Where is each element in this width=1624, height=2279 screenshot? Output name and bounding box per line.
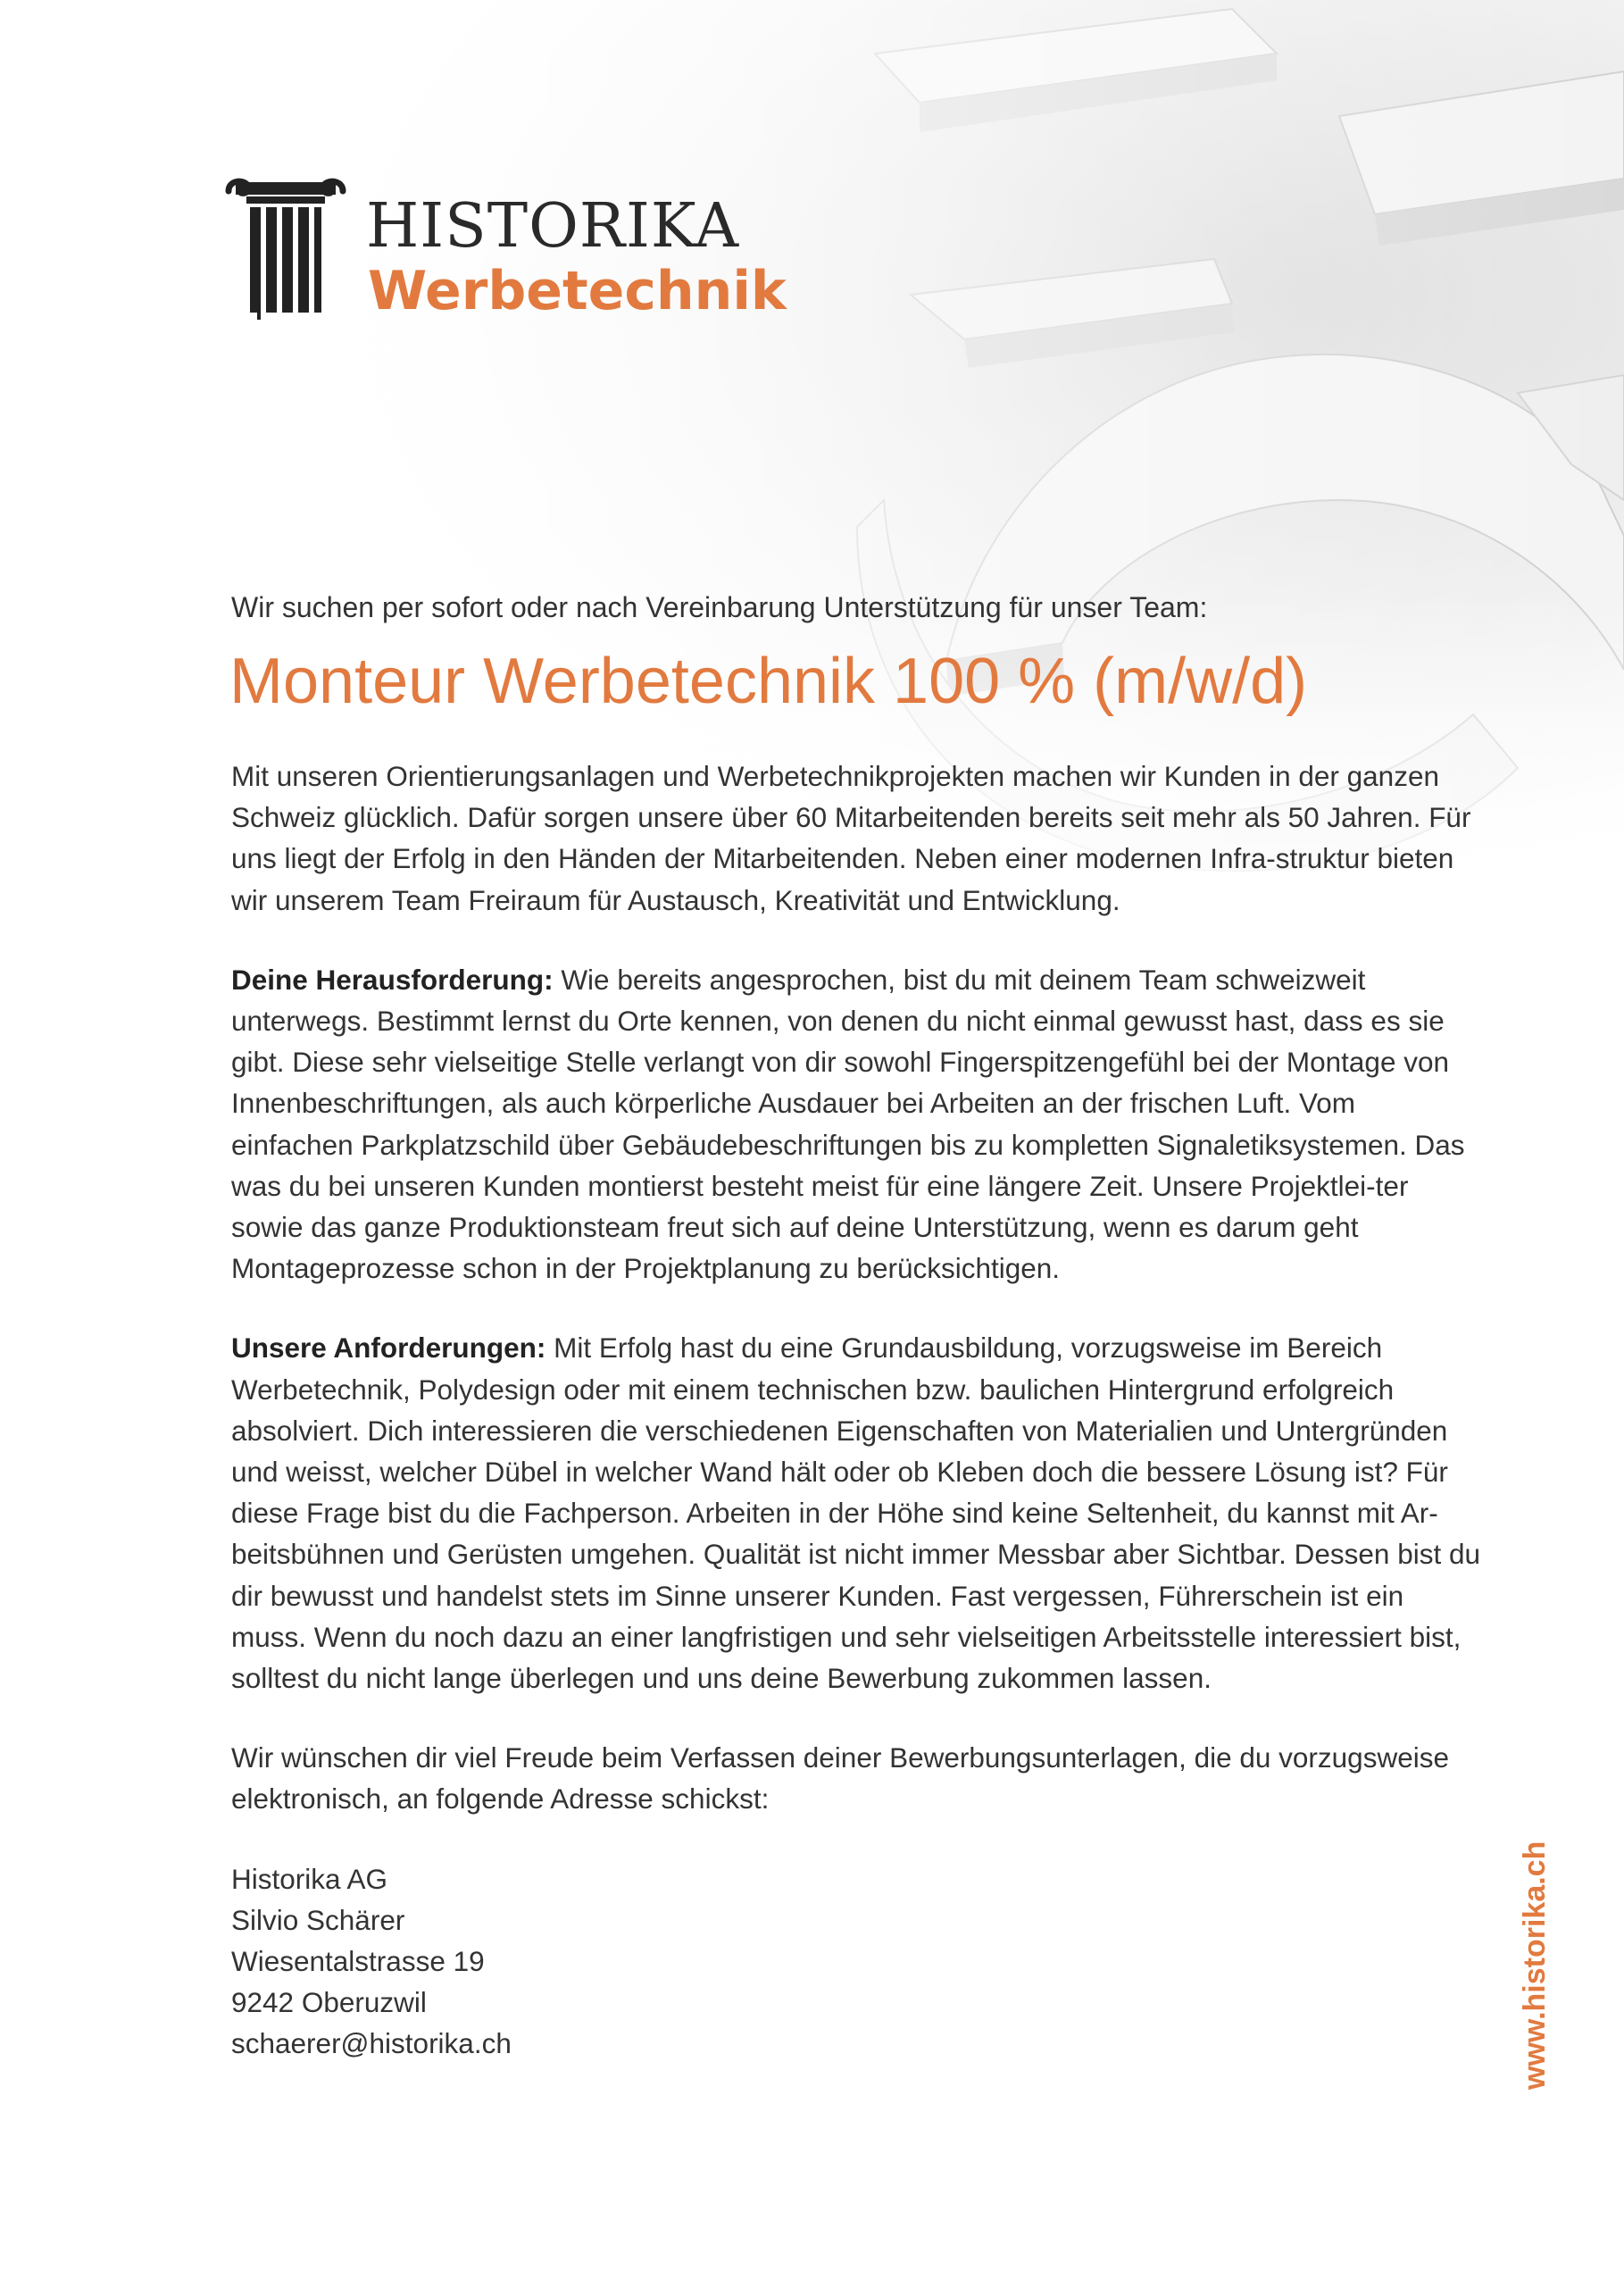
requirements-paragraph [231, 1327, 1481, 1699]
logo-brand-name: HISTORIKA [366, 191, 740, 262]
challenge-text: Wie bereits angesprochen, bist du mit deinem Team schweizweit unterwegs. Bestimmt lernst du Orte kennen, von denen du nicht einmal gewusst hast, dass es sie gibt. Diese sehr vielseitige Stelle verlangt von dir sowohl Fingerspitzengefühl bei der Montage von Innenbeschriftungen, als auch körperliche Ausdauer bei Arbeiten an der frischen Luft. Vom einfachen Parkplatzschild über Gebäudebeschriftungen bis zu kompletten Signaletiksystemen. Das was du bei unseren Kunden montierst besteht meist für eine längere Zeit. Unsere Projektlei-ter sowie das ganze Produktionsteam freut sich auf deine Unterstützung, wenn es darum geht Montageprozesse schon in der Projektplanung zu berücksichtigen. [231, 963, 1465, 1285]
job-title: Monteur Werbetechnik 100 % (m/w/d) [229, 646, 1308, 717]
address-company: Historika AG [231, 1862, 388, 1895]
requirements-heading: Unsere Anforderungen: [231, 1332, 546, 1365]
address-street: Wiesentalstrasse 19 [231, 1944, 485, 1977]
logo-brand-subtitle: Werbetechnik [368, 260, 787, 322]
address-email[interactable]: schaerer@historika.ch [231, 2026, 512, 2059]
company-paragraph: Mit unseren Orientierungsanlagen und Werbetechnikprojekten machen wir Kunden in der ganzen Schweiz glücklich. Dafür sorgen unsere über 60 Mitarbeitenden bereits seit mehr als 50 Jahren. Für uns liegt der Erfolg in den Händen der Mitarbeitenden. Neben einer modernen Infra-struktur bieten wir unserem Team Freiraum für Austausch, Kreativität und Entwicklung. [231, 760, 1471, 916]
address-person: Silvio Schärer [231, 1903, 405, 1936]
website-url[interactable]: www.historika.ch [1518, 1841, 1552, 2090]
closing-paragraph: Wir wünschen dir viel Freude beim Verfassen deiner Bewerbungsunterlagen, die du vorzugsweise elektronisch, an folgende Adresse schickst: [231, 1741, 1449, 1816]
requirements-text: Mit Erfolg hast du eine Grundausbildung, vorzugsweise im Bereich Werbetechnik, Polydesign oder mit einem technischen bzw. baulichen Hintergrund erfolgreich absolviert. Dich interessieren die verschiedenen Eigenschaften von Materialien und Untergründen und weisst, welcher Dübel in welcher Wand hält oder ob Kleben doch die bessere Lösung ist? Für diese Frage bist du die Fachperson. Arbeiten in der Höhe sind keine Seltenheit, du kannst mit Ar-beitsbühnen und Gerüsten umgehen. Qualität ist nicht immer Messbar aber Sichtbar. Dessen bist du dir bewusst und handelst stets im Sinne unserer Kunden. Fast vergessen, Führerschein ist ein muss. Wenn du noch dazu an einer langfristigen und sehr vielseitigen Arbeitsstelle interessiert bist, solltest du nicht lange überlegen und uns deine Bewerbung zukommen lassen. [231, 1332, 1480, 1695]
challenge-heading: Deine Herausforderung: [231, 963, 554, 996]
job-posting [231, 588, 1481, 2064]
contact-address [231, 1858, 1481, 2064]
challenge-paragraph [231, 959, 1481, 1290]
address-city: 9242 Oberuzwil [231, 1985, 427, 2018]
intro-text: Wir suchen per sofort oder nach Vereinbarung Unterstützung für unser Team: [231, 591, 1208, 623]
ionic-column-icon [223, 177, 348, 320]
historika-logo [223, 177, 787, 329]
